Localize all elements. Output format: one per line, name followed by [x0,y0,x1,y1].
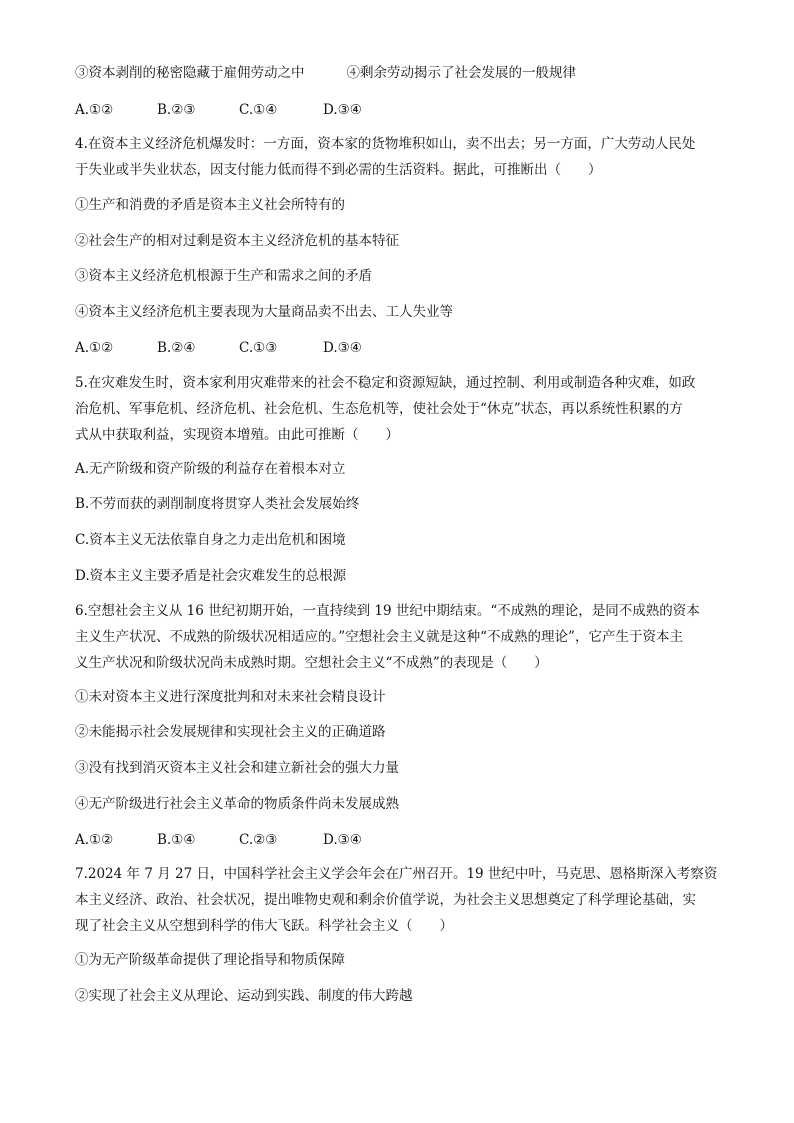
option-a: A.①② [75,832,114,848]
q4-item-1: ①生产和消费的矛盾是资本主义社会所特有的 [75,197,345,213]
q7-stem-line: 本主义经济、政治、社会状况，提出唯物史观和剩余价值学说，为社会主义思想奠定了科学理论基础，实 [75,892,696,908]
q6-item-3: ③没有找到消灭资本主义社会和建立新社会的强大力量 [75,760,399,776]
q7-stem-line: 7.2024 年 7 月 27 日，中国科学社会主义学会年会在广州召开。19 世纪中叶，马克思、恩格斯深入考察资 [75,866,718,882]
q6-item-1: ①未对资本主义进行深度批判和对未来社会精良设计 [75,689,386,705]
q4-stem-line: 4.在资本主义经济危机爆发时：一方面，资本家的货物堆积如山，卖不出去；另一方面，广大劳动人民处 [75,136,696,152]
q5-stem-line: 式从中获取利益，实现资本增殖。由此可推断（ ） [75,427,399,443]
option-d: D.③④ [323,340,362,356]
q6-stem-line: 主义生产状况、不成熟的阶级状况相适应的。”空想社会主义就是这种“不成熟的理论”，它产生于资本主 [75,629,683,645]
q5-stem [75,370,720,448]
option-a: A.①② [75,340,114,356]
option-c: C.②③ [239,832,278,848]
option-b: B.①④ [157,832,196,848]
option-c: C.①④ [239,102,278,118]
q5-choice-a: A.无产阶级和资产阶级的利益存在着根本对立 [75,461,346,477]
option-d: D.③④ [323,102,362,118]
q6-stem-line: 6.空想社会主义从 16 世纪初期开始，一直持续到 19 世纪中期结束。“不成熟的理论，是同不成熟的资本 [75,603,700,619]
q7-stem-line: 现了社会主义从空想到科学的伟大飞跃。科学社会主义（ ） [75,918,453,934]
prev-options [75,101,362,119]
q4-stem [75,131,720,183]
option-c: C.①③ [239,340,278,356]
q5-choice-b: B.不劳而获的剥削制度将贯穿人类社会发展始终 [75,496,360,512]
option-d: D.③④ [323,832,362,848]
q6-stem-line: 义生产状况和阶级状况尚未成熟时期。空想社会主义“不成熟”的表现是（ ） [75,655,548,671]
prev-item-4: ④剩余劳动揭示了社会发展的一般规律 [346,65,576,81]
option-b: B.②④ [157,340,196,356]
q7-stem [75,861,720,939]
q4-item-4: ④资本主义经济危机主要表现为大量商品卖不出去、工人失业等 [75,304,453,320]
q5-choice-d: D.资本主义主要矛盾是社会灾难发生的总根源 [75,568,347,584]
q6-item-4: ④无产阶级进行社会主义革命的物质条件尚未发展成熟 [75,796,399,812]
option-a: A.①② [75,102,114,118]
q5-stem-line: 治危机、军事危机、经济危机、社会危机、生态危机等，使社会处于“休克”状态，再以系统性积累的方 [75,401,683,417]
q4-options [75,339,362,357]
q6-options [75,831,362,849]
q4-item-3: ③资本主义经济危机根源于生产和需求之间的矛盾 [75,268,372,284]
q4-item-2: ②社会生产的相对过剩是资本主义经济危机的基本特征 [75,233,399,249]
q5-choice-c: C.资本主义无法依靠自身之力走出危机和困境 [75,532,346,548]
q6-item-2: ②未能揭示社会发展规律和实现社会主义的正确道路 [75,724,386,740]
q7-item-2: ②实现了社会主义从理论、运动到实践、制度的伟大跨越 [75,988,413,1004]
q7-item-1: ①为无产阶级革命提供了理论指导和物质保障 [75,952,345,968]
prev-item-3: ③资本剥削的秘密隐藏于雇佣劳动之中 [75,65,305,81]
option-b: B.②③ [157,102,196,118]
q4-stem-line: 于失业或半失业状态，因支付能力低而得不到必需的生活资料。据此，可推断出（ ） [75,162,602,178]
q6-stem [75,598,720,676]
prev-items-row [75,64,576,82]
q5-stem-line: 5.在灾难发生时，资本家利用灾难带来的社会不稳定和资源短缺，通过控制、利用或制造各种灾难，如政 [75,375,696,391]
